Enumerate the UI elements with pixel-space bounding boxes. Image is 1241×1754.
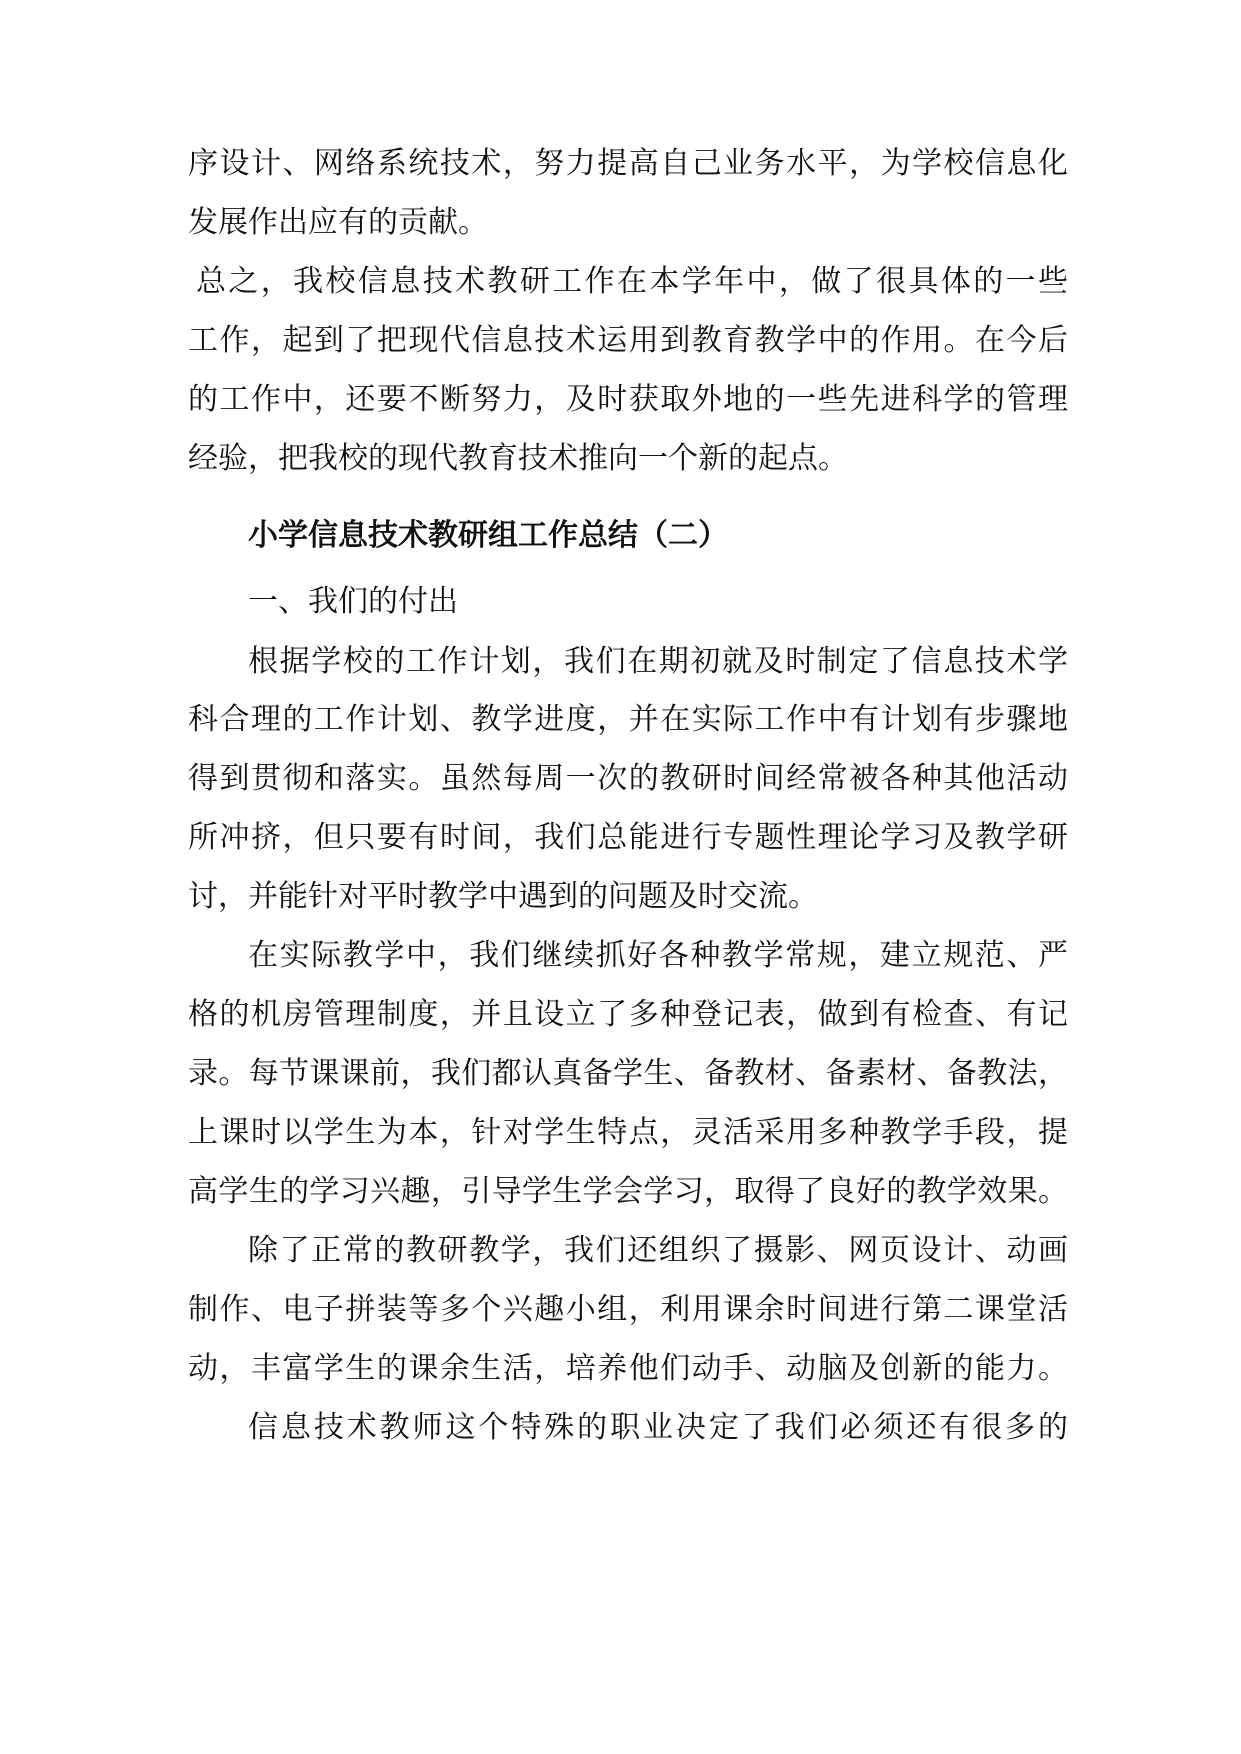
section-heading: 小学信息技术教研组工作总结（二） (248, 518, 728, 553)
body-text-line: 信息技术教师这个特殊的职业决定了我们必须还有很多的 (248, 1410, 1068, 1445)
body-text-line: 根据学校的工作计划，我们在期初就及时制定了信息技术学 (248, 644, 1068, 679)
body-text-line: 制作、电子拼装等多个兴趣小组，利用课余时间进行第二课堂活 (188, 1292, 1068, 1327)
body-text-line: 格的机房管理制度，并且设立了多种登记表，做到有检查、有记 (188, 997, 1068, 1032)
body-text-line: 序设计、网络系统技术，努力提高自己业务水平，为学校信息化 (188, 146, 1068, 181)
body-text-line: 工作，起到了把现代信息技术运用到教育教学中的作用。在今后 (188, 323, 1068, 358)
body-text-line: 高学生的学习兴趣，引导学生学会学习，取得了良好的教学效果。 (188, 1174, 1068, 1209)
body-text-line: 发展作出应有的贡献。 (188, 205, 488, 240)
body-text-line: 所冲挤，但只要有时间，我们总能进行专题性理论学习及教学研 (188, 820, 1068, 855)
body-text-line: 讨，并能针对平时教学中遇到的问题及时交流。 (188, 879, 818, 914)
subsection-heading: 一、我们的付出 (248, 584, 458, 619)
body-text-line: 上课时以学生为本，针对学生特点，灵活采用多种教学手段，提 (188, 1115, 1068, 1150)
body-text-line: 经验，把我校的现代教育技术推向一个新的起点。 (188, 441, 848, 476)
body-text-line: 在实际教学中，我们继续抓好各种教学常规，建立规范、严 (248, 938, 1068, 973)
body-text-line: 除了正常的教研教学，我们还组织了摄影、网页设计、动画 (248, 1233, 1068, 1268)
body-text-line: 录。每节课课前，我们都认真备学生、备教材、备素材、备教法， (188, 1056, 1068, 1091)
body-text-line: 总之，我校信息技术教研工作在本学年中，做了很具体的一些 (196, 264, 1068, 299)
body-text-line: 的工作中，还要不断努力，及时获取外地的一些先进科学的管理 (188, 382, 1068, 417)
body-text-line: 动，丰富学生的课余生活，培养他们动手、动脑及创新的能力。 (188, 1351, 1068, 1386)
body-text-line: 科合理的工作计划、教学进度，并在实际工作中有计划有步骤地 (188, 702, 1068, 737)
body-text-line: 得到贯彻和落实。虽然每周一次的教研时间经常被各种其他活动 (188, 761, 1068, 796)
